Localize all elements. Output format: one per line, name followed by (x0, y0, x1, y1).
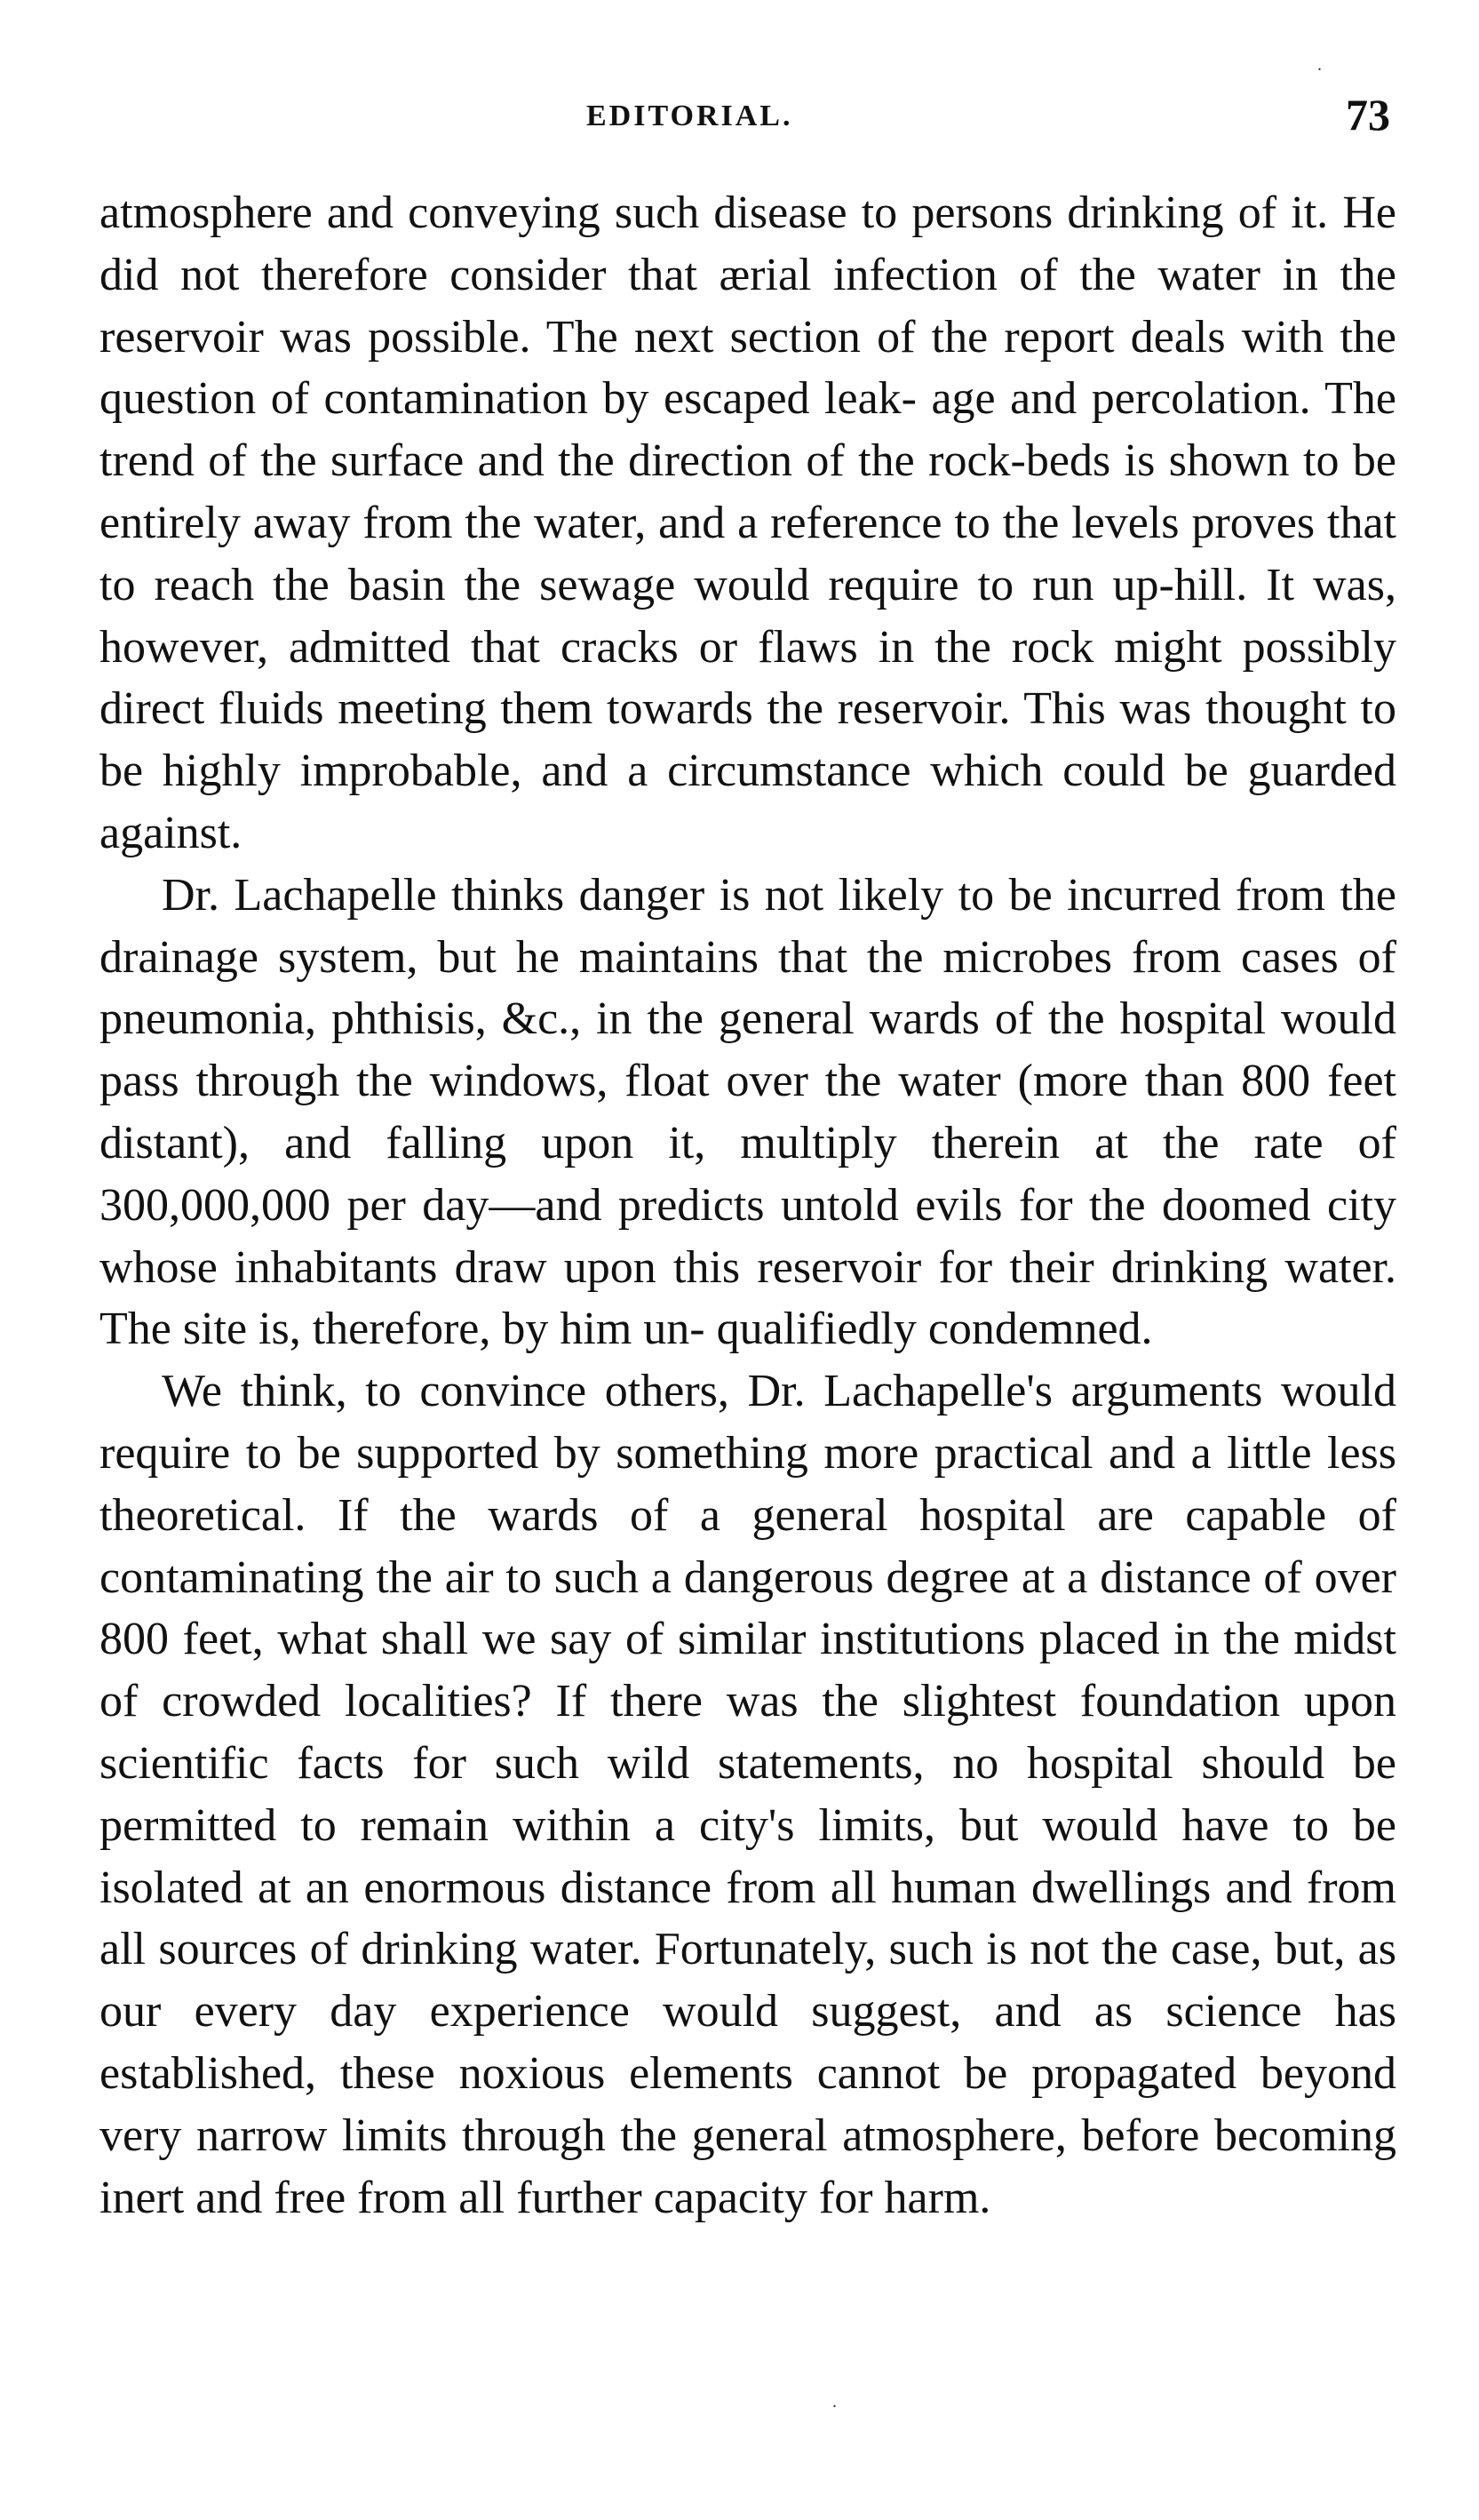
page-header (0, 89, 1479, 142)
running-head: EDITORIAL. (586, 100, 793, 132)
page-body (99, 182, 1396, 2229)
paragraph-3: We think, to convince others, Dr. Lachapelle's arguments would require to be supported by something more practical and a little less theoretical. If the wards of a general hospital are capable of contaminating the air to such a dangerous degree at a distance of over 800 feet, what shall we say of similar institutions placed in the midst of crowded localities? If there was the slightest foundation upon scientific facts for such wild statements, no hospital should be permitted to remain within a city's limits, but would have to be isolated at an enormous distance from all human dwellings and from all sources of drinking water. Fortunately, such is not the case, but, as our every day experience would suggest, and as science has established, these noxious elements cannot be propagated beyond very narrow limits through the general atmosphere, before becoming inert and free from all further capacity for harm. (99, 1366, 1396, 2223)
paragraph-1: atmosphere and conveying such disease to persons drinking of it. He did not therefore consider that ærial infection of the water in the reservoir was possible. The next section of the report deals with the question of contamination by escaped leak- age and percolation. The trend of the surface and the direction of the rock-beds is shown to be entirely away from the water, and a reference to the levels proves that to reach the basin the sewage would require to run up-hill. It was, however, admitted that cracks or flaws in the rock might possibly direct fluids meeting them towards the reservoir. This was thought to be highly improbable, and a circumstance which could be guarded against. (99, 187, 1396, 858)
stray-dot-top: . (1317, 55, 1322, 75)
stray-dot-bottom: . (832, 2392, 837, 2412)
paragraph-2: Dr. Lachapelle thinks danger is not likely to be incurred from the drainage system, but he maintains that the microbes from cases of pneumonia, phthisis, &c., in the general wards of the hospital would pass through the windows, float over the water (more than 800 feet distant), and falling upon it, multiply therein at the rate of 300,000,000 per day—and predicts untold evils for the doomed city whose inhabitants draw upon this reservoir for their drinking water. The site is, therefore, by him un- qualifiedly condemned. (99, 869, 1396, 1355)
page-number: 73 (1346, 90, 1390, 140)
